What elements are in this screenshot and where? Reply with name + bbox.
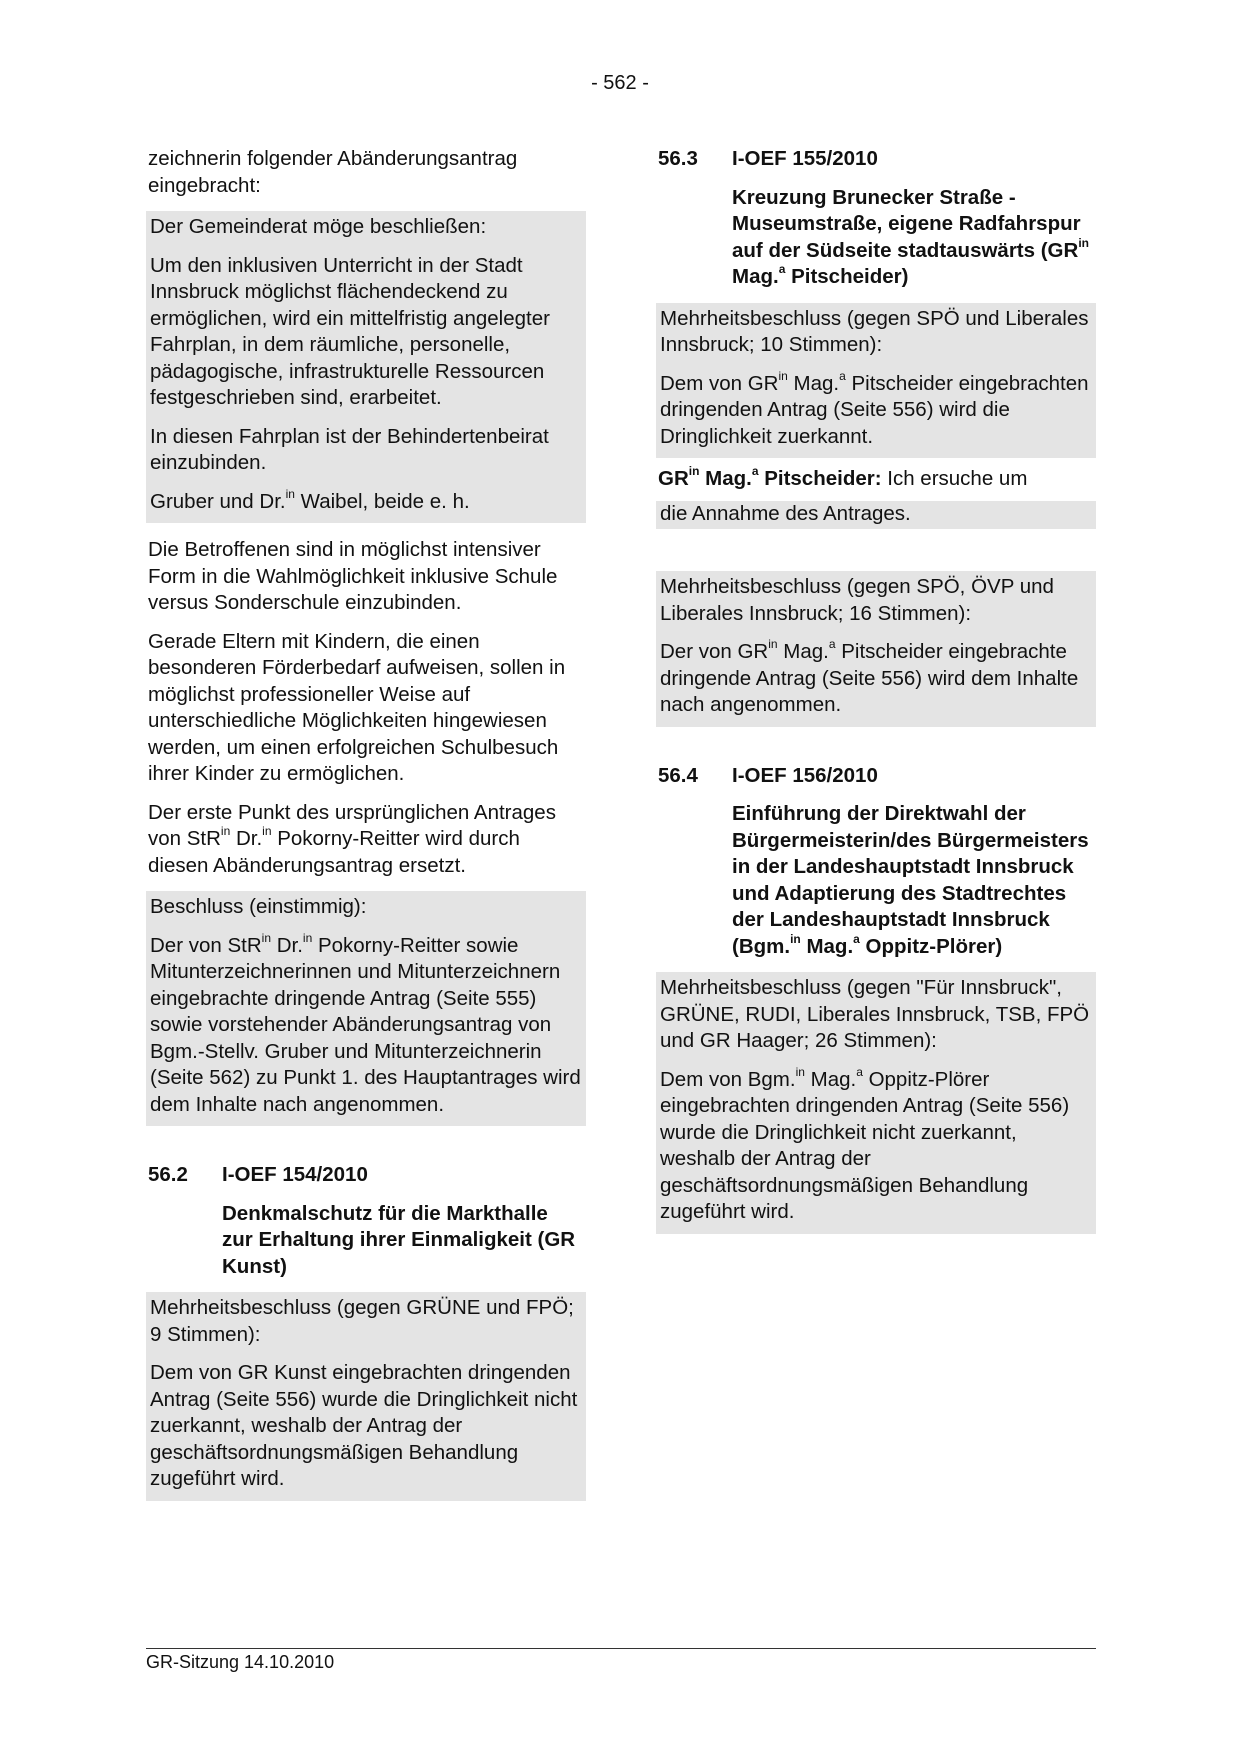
speaker-statement: $GR^{in}$ Mag.$^a$ Pitscheider: Ich ersuche um xyxy=(658,464,1028,490)
section-subject: Denkmalschutz für die Markthalle zur Erhaltung ihrer Einmaligkeit (GR Kunst) xyxy=(222,1201,576,1278)
section-number: 56.3 xyxy=(658,147,698,170)
section-subject: Einführung der Direktwahl der Bürgermeisterin/des Bürgermeisters in der Landeshauptstadt Innsbruck und Adaptierung des Stadtrechtes der Landeshauptstadt Innsbruck (Bgm.$^{in}$ Mag.$^a$ Oppitz-Plörer) xyxy=(732,802,1089,958)
section-heading-56-4 xyxy=(656,763,1096,790)
resolution-heading: Beschluss (einstimmig): xyxy=(150,895,367,918)
resolution-text: Dem von GR Kunst eingebrachten dringenden Antrag (Seite 556) wurde die Dringlichkeit nicht zuerkannt, weshalb der Antrag der geschäftsordnungsmäßigen Behandlung zugeführt wird. xyxy=(150,1361,578,1490)
motion-text-2: In diesen Fahrplan ist der Behindertenbeirat einzubinden. xyxy=(150,424,549,474)
paragraph: Der erste Punkt des ursprünglichen Antrages von StR$^{in}$ Dr.$^{in}$ Pokorny-Reitter wird durch diesen Abänderungsantrag ersetzt. xyxy=(148,800,556,877)
motion-text: Um den inklusiven Unterricht in der Stadt Innsbruck möglichst flächendeckend zu ermöglichen, wird ein mittelfristig angelegter Fahrplan, in dem räumliche, personelle, pädagogische, infrastrukturelle Ressourcen festgeschrieben sind, erarbeitet. xyxy=(150,253,550,409)
section-subject: Kreuzung Brunecker Straße - Museumstraße, eigene Radfahrspur auf der Südseite stadtauswärts ($GR^{in}$ Mag.$^a$ Pitscheider) xyxy=(732,185,1089,288)
section-id: I-OEF 154/2010 xyxy=(222,1163,368,1186)
right-column xyxy=(656,146,1096,1248)
resolution-text: Dem von Bgm.$^{in}$ Mag.$^a$ Oppitz-Plörer eingebrachten dringenden Antrag (Seite 556) wurde die Dringlichkeit nicht zuerkannt, weshalb der Antrag der geschäftsordnungsmäßigen Behandlung zugeführt wird. xyxy=(660,1064,1070,1223)
resolution-heading: Mehrheitsbeschluss (gegen "Für Innsbruck", GRÜNE, RUDI, Liberales Innsbruck, TSB, FPÖ und GR Haager; 26 Stimmen): xyxy=(660,976,1090,1052)
resolution-block xyxy=(656,303,1096,459)
resolution-heading: Mehrheitsbeschluss (gegen SPÖ und Liberales Innsbruck; 10 Stimmen): xyxy=(660,306,1089,356)
resolution-text: Dem von $GR^{in}$ Mag.$^a$ Pitscheider eingebrachten dringenden Antrag (Seite 556) wird die Dringlichkeit zuerkannt. xyxy=(660,368,1089,448)
resolution-block xyxy=(146,891,586,1126)
section-heading-56-3 xyxy=(656,146,1096,173)
section-number: 56.2 xyxy=(148,1163,188,1186)
speaker-statement-cont: die Annahme des Antrages. xyxy=(656,501,1096,530)
footer-text: GR-Sitzung 14.10.2010 xyxy=(146,1652,335,1672)
paragraph: Die Betroffenen sind in möglichst intensiver Form in die Wahlmöglichkeit inklusive Schule versus Sonderschule einzubinden. xyxy=(148,538,558,614)
paragraph: Gerade Eltern mit Kindern, die einen besonderen Förderbedarf aufweisen, sollen in möglichst professioneller Weise auf unterschiedliche Möglichkeiten hingewiesen werden, um einen erfolgreichen Schulbesuch ihrer Kinder zu ermöglichen. xyxy=(148,629,566,785)
page-number: - 562 - xyxy=(591,72,649,94)
motion-block xyxy=(146,211,586,523)
resolution-text: Der von $GR^{in}$ Mag.$^a$ Pitscheider eingebrachte dringende Antrag (Seite 556) wird dem Inhalte nach angenommen. xyxy=(660,637,1079,716)
resolution-block xyxy=(656,571,1096,727)
motion-intro: Der Gemeinderat möge beschließen: xyxy=(150,215,487,238)
motion-signatures: Gruber und Dr.$^{in}$ Waibel, beide e. h. xyxy=(150,486,470,513)
resolution-block xyxy=(656,972,1096,1234)
intro-paragraph: zeichnerin folgender Abänderungsantrag eingebracht: xyxy=(148,147,518,197)
resolution-block xyxy=(146,1292,586,1501)
resolution-heading: Mehrheitsbeschluss (gegen SPÖ, ÖVP und Liberales Innsbruck; 16 Stimmen): xyxy=(660,575,1054,625)
resolution-text: Der von StR$^{in}$ Dr.$^{in}$ Pokorny-Reitter sowie Mitunterzeichnerinnen und Mitunterzeichnern eingebrachte dringende Antrag (Seite 555) sowie vorstehender Abänderungsantrag von Bgm.-Stellv. Gruber und Mitunterzeichnerin (Seite 562) zu Punkt 1. des Hauptantrages wird dem Inhalte nach angenommen. xyxy=(150,930,581,1116)
section-number: 56.4 xyxy=(658,763,698,787)
footer-rule xyxy=(146,1648,1096,1649)
left-column xyxy=(146,146,586,1515)
section-id: I-OEF 156/2010 xyxy=(732,763,878,787)
section-heading-56-2 xyxy=(146,1162,586,1189)
resolution-heading: Mehrheitsbeschluss (gegen GRÜNE und FPÖ; 9 Stimmen): xyxy=(150,1296,574,1346)
section-id: I-OEF 155/2010 xyxy=(732,147,878,170)
